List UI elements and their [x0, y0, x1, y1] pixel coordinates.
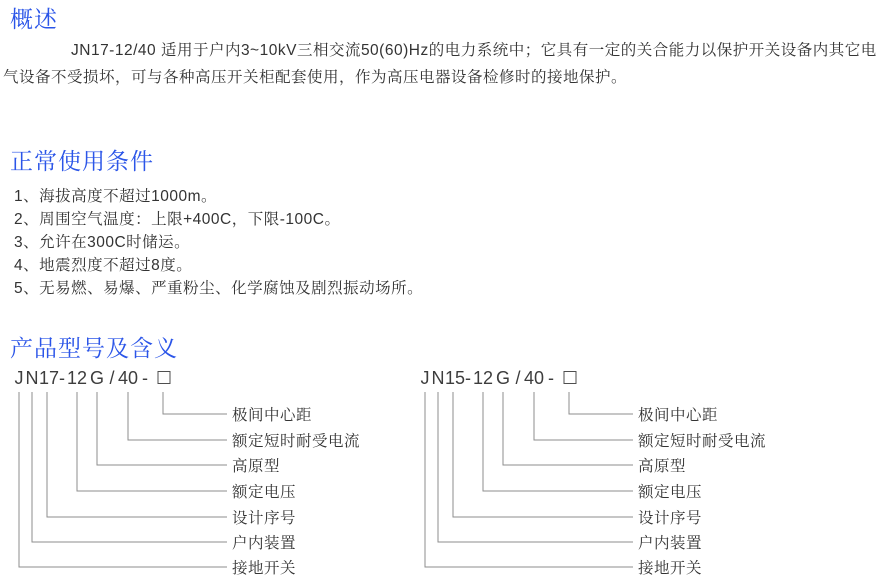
- model-code-segment: 12: [472, 368, 494, 388]
- model-code-segment: -: [142, 368, 148, 388]
- model-code-segment: 15: [444, 368, 466, 388]
- diagram-label: 极间中心距: [232, 407, 313, 424]
- conditions-list: [14, 185, 880, 300]
- diagram-label: 接地开关: [232, 560, 297, 577]
- model-code-segment: -: [465, 368, 471, 388]
- model-code-segment: -: [59, 368, 65, 388]
- model-code-segment: N: [25, 368, 39, 388]
- model-code-segment: J: [14, 368, 24, 388]
- diagram-label: 设计序号: [232, 510, 297, 527]
- model-code-segment: J: [420, 368, 430, 388]
- diagram-label: 额定电压: [232, 484, 297, 501]
- diagram-label: 接地开关: [638, 560, 703, 577]
- model-diagrams-row: [0, 367, 880, 584]
- diagram-label: 极间中心距: [638, 407, 719, 424]
- condition-item-4: 4、地震烈度不超过8度。: [14, 257, 193, 274]
- condition-item-1: 1、海拔高度不超过1000m。: [14, 188, 218, 205]
- condition-item-2: 2、周围空气温度：上限+400C，下限-100C。: [14, 211, 341, 228]
- model-code-segment: 17: [38, 368, 60, 388]
- condition-item-3: 3、允许在300C时储运。: [14, 234, 191, 251]
- model-code-segment: N: [431, 368, 445, 388]
- model-code-segment: -: [548, 368, 554, 388]
- placeholder-box-icon: [158, 371, 171, 384]
- diagram-label: 额定短时耐受电流: [232, 433, 361, 450]
- diagram-label: 户内装置: [638, 535, 703, 552]
- diagram-label: 额定电压: [638, 484, 703, 501]
- model-code-segment: 40: [523, 368, 545, 388]
- model-code-segment: G: [89, 368, 105, 388]
- diagram-label: 户内装置: [232, 535, 297, 552]
- model-diagram-jn15: [406, 367, 890, 584]
- diagram-label: 高原型: [232, 458, 281, 475]
- model-code-segment: 40: [117, 368, 139, 388]
- model-code-segment: /: [515, 368, 521, 388]
- section-heading-conditions: 正常使用条件: [10, 148, 154, 174]
- diagram-label: 设计序号: [638, 510, 703, 527]
- model-code-segment: 12: [66, 368, 88, 388]
- overview-paragraph: JN17-12/40 适用于户内3~10kV三相交流50(60)Hz的电力系统中；它具有一定的关合能力以保护开关设备内其它电气设备不受损坏，可与各种高压开关柜配套使用，作为高压电器设备检修时的接地保护。: [3, 42, 877, 86]
- diagram-label: 额定短时耐受电流: [638, 433, 767, 450]
- placeholder-box-icon: [564, 371, 577, 384]
- section-heading-model-meaning: 产品型号及含义: [10, 335, 178, 361]
- diagram-label: 高原型: [638, 458, 687, 475]
- model-code-segment: /: [109, 368, 115, 388]
- condition-item-5: 5、无易燃、易爆、严重粉尘、化学腐蚀及剧烈振动场所。: [14, 280, 424, 297]
- section-heading-overview: 概述: [10, 6, 58, 32]
- model-code-segment: G: [495, 368, 511, 388]
